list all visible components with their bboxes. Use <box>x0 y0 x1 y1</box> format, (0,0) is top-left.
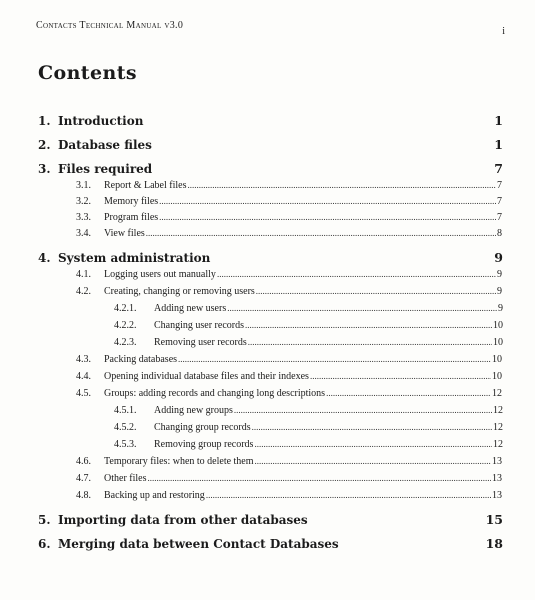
toc-page-number: 7 <box>497 196 502 207</box>
toc-page-number: 9 <box>494 250 503 265</box>
toc-chapter <box>38 161 503 176</box>
toc-leader-dots <box>256 286 496 296</box>
toc-entry <box>76 228 502 239</box>
toc-entry <box>114 439 503 450</box>
toc-page-number: 1 <box>494 113 503 128</box>
toc-page-number: 12 <box>492 388 502 399</box>
toc-number: 4.7. <box>76 473 91 484</box>
toc-page-number: 9 <box>497 286 502 297</box>
toc-label: Other files <box>104 473 147 484</box>
toc-number: 4.6. <box>76 456 91 467</box>
toc-label: Changing group records <box>154 422 251 433</box>
toc-number: 3.1. <box>76 180 91 191</box>
toc-label: Adding new users <box>154 303 227 314</box>
toc-number: 4.8. <box>76 490 91 501</box>
toc-number: 4.5.1. <box>114 405 137 416</box>
toc-number: 1. <box>38 114 51 128</box>
toc-entry <box>76 269 502 280</box>
toc-label: Packing databases <box>104 354 178 365</box>
toc-entry <box>76 196 502 207</box>
toc-chapter <box>38 536 503 551</box>
toc-number: 4.5.3. <box>114 439 137 450</box>
toc-page-number: 12 <box>493 422 503 433</box>
toc-number: 3.2. <box>76 196 91 207</box>
toc-leader-dots <box>217 269 496 279</box>
toc-label: Groups: adding records and changing long descriptions <box>104 388 326 399</box>
toc-number: 4.5. <box>76 388 91 399</box>
toc-number: 4.2.3. <box>114 337 137 348</box>
toc-number: 4.5.2. <box>114 422 137 433</box>
toc-chapter <box>38 137 503 152</box>
toc-page-number: 15 <box>485 512 503 527</box>
toc-page-number: 13 <box>492 490 502 501</box>
toc-label: Memory files <box>104 196 159 207</box>
toc-number: 4.2.1. <box>114 303 137 314</box>
toc-entry <box>114 405 503 416</box>
toc-label: Removing user records <box>154 337 247 348</box>
toc-leader-dots <box>245 320 492 330</box>
toc-entry <box>76 456 502 467</box>
toc-label: Program files <box>104 212 159 223</box>
toc-label: System administration <box>58 251 211 265</box>
toc-label: Removing group records <box>154 439 254 450</box>
toc-entry <box>76 371 502 382</box>
toc-label: Opening individual database files and their indexes <box>104 371 309 382</box>
toc-number: 5. <box>38 513 51 527</box>
toc-number: 3.3. <box>76 212 91 223</box>
toc-leader-dots <box>187 180 496 190</box>
toc-leader-dots <box>252 422 492 432</box>
toc-leader-dots <box>159 212 496 222</box>
toc-entry <box>114 303 503 314</box>
toc-page-number: 1 <box>494 137 503 152</box>
toc-leader-dots <box>206 490 491 500</box>
toc-number: 4. <box>38 251 51 265</box>
toc-label: Introduction <box>58 114 144 128</box>
toc-entry <box>114 320 503 331</box>
toc-number: 4.4. <box>76 371 91 382</box>
toc-entry <box>76 180 502 191</box>
toc-number: 4.2.2. <box>114 320 137 331</box>
toc-label: Importing data from other databases <box>58 513 308 527</box>
toc-page-number: 10 <box>493 320 503 331</box>
toc-leader-dots <box>326 388 491 398</box>
toc-page-number: 7 <box>497 180 502 191</box>
toc-entry <box>76 212 502 223</box>
toc-page-number: 12 <box>493 405 503 416</box>
toc-leader-dots <box>255 456 491 466</box>
page-title: Contents <box>38 62 137 84</box>
toc-page-number: 9 <box>498 303 503 314</box>
toc-leader-dots <box>146 228 496 238</box>
toc-number: 4.3. <box>76 354 91 365</box>
toc-label: Changing user records <box>154 320 244 331</box>
toc-number: 3. <box>38 162 51 176</box>
toc-page-number: 13 <box>492 456 502 467</box>
toc-entry <box>76 354 502 365</box>
toc-page-number: 12 <box>493 439 503 450</box>
toc-label: Files required <box>58 162 153 176</box>
toc-page-number: 7 <box>494 161 503 176</box>
toc-label: Temporary files: when to delete them <box>104 456 254 467</box>
toc-page-number: 18 <box>485 536 503 551</box>
toc-chapter <box>38 113 503 128</box>
toc-leader-dots <box>227 303 497 313</box>
toc-label: Logging users out manually <box>104 269 216 280</box>
toc-number: 3.4. <box>76 228 91 239</box>
toc-label: Backing up and restoring <box>104 490 205 501</box>
toc-label: Creating, changing or removing users <box>104 286 255 297</box>
toc-entry <box>114 422 503 433</box>
toc-number: 6. <box>38 537 51 551</box>
toc-leader-dots <box>310 371 491 381</box>
toc-page-number: 13 <box>492 473 502 484</box>
toc-page-number: 8 <box>497 228 502 239</box>
toc-chapter <box>38 512 503 527</box>
running-header: Contacts Technical Manual v3.0 <box>36 20 184 31</box>
toc-entry <box>76 286 502 297</box>
toc-label: Adding new groups <box>154 405 233 416</box>
toc-entry <box>114 337 503 348</box>
toc-leader-dots <box>148 473 492 483</box>
toc-leader-dots <box>159 196 496 206</box>
toc-label: Report & Label files <box>104 180 187 191</box>
toc-number: 2. <box>38 138 51 152</box>
toc-label: Merging data between Contact Databases <box>58 537 339 551</box>
toc-entry <box>76 473 502 484</box>
toc-page-number: 7 <box>497 212 502 223</box>
toc-page-number: 10 <box>492 371 502 382</box>
toc-entry <box>76 490 502 501</box>
toc-chapter <box>38 250 503 265</box>
toc-number: 4.1. <box>76 269 91 280</box>
toc-label: Database files <box>58 138 152 152</box>
toc-number: 4.2. <box>76 286 91 297</box>
toc-page-number: 9 <box>497 269 502 280</box>
toc-leader-dots <box>248 337 492 347</box>
toc-leader-dots <box>254 439 492 449</box>
toc-page-number: 10 <box>492 354 502 365</box>
page-number-roman: i <box>502 26 505 37</box>
toc-leader-dots <box>178 354 491 364</box>
toc-page-number: 10 <box>493 337 503 348</box>
toc-label: View files <box>104 228 145 239</box>
toc-leader-dots <box>234 405 492 415</box>
toc-entry <box>76 388 502 399</box>
